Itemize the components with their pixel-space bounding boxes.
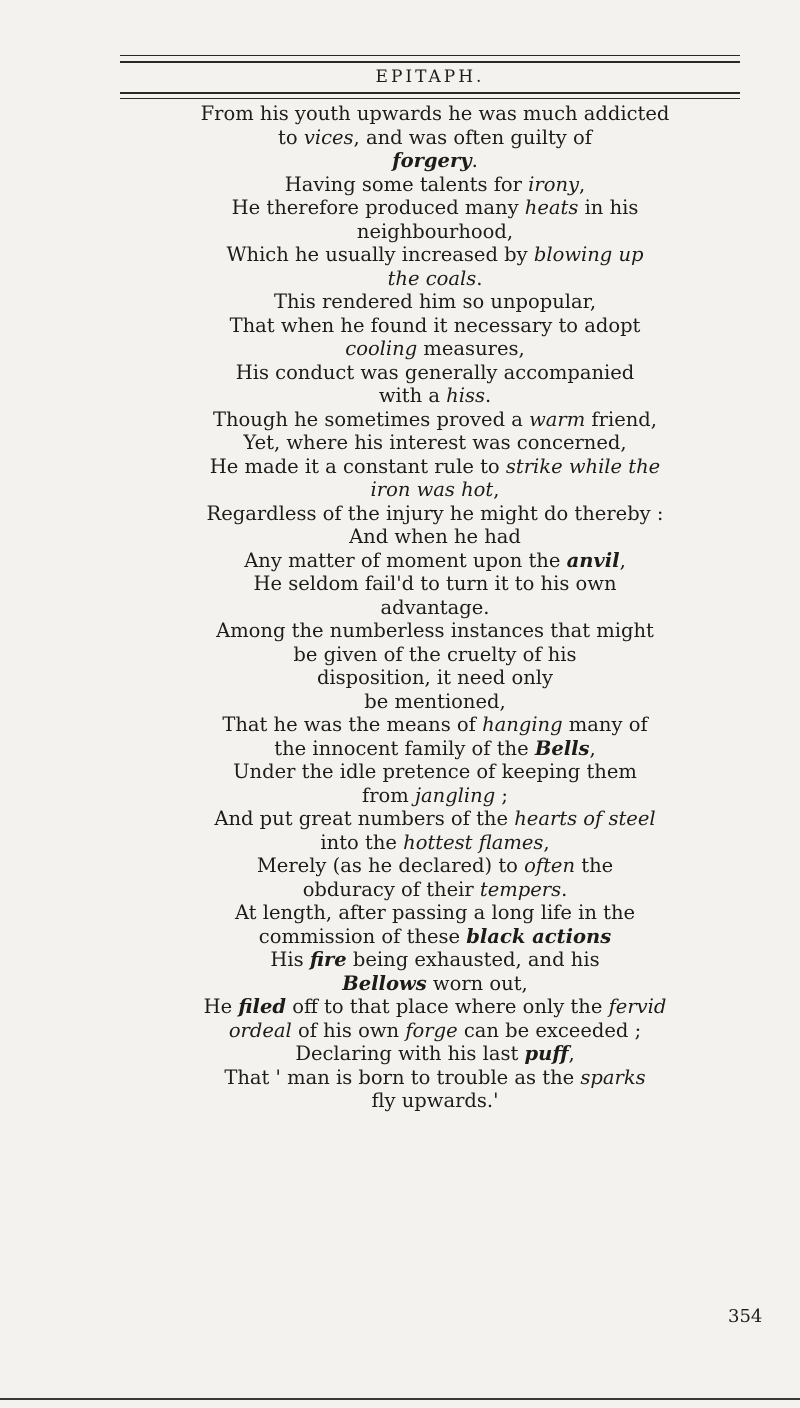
text-line (105, 431, 765, 455)
italic-term: ordeal (228, 1018, 292, 1042)
header-rule-thin (120, 98, 740, 99)
italic-term: fervid (608, 995, 667, 1018)
text-line (105, 901, 765, 925)
text-line (105, 925, 765, 949)
line-text: the innocent family of the (274, 736, 535, 760)
text-line (105, 972, 765, 996)
text-line (105, 1066, 765, 1090)
text-line (105, 384, 765, 408)
italic-term: forgery (392, 149, 472, 172)
line-text: Under the idle pretence of keeping them (233, 760, 637, 783)
line-text: His (270, 948, 310, 971)
line-text: Regardless of the injury he might do thereby : (206, 501, 664, 525)
line-text: be mentioned, (364, 689, 506, 713)
italic-term: blowing up (533, 243, 644, 266)
line-text: He (203, 995, 239, 1018)
line-text: friend, (585, 407, 657, 431)
line-text: Though he sometimes proved a (212, 407, 530, 431)
text-line (105, 290, 765, 314)
bottom-edge-rule (0, 1398, 800, 1400)
line-text: neighbourhood, (356, 219, 514, 243)
line-text: Having some talents for (284, 172, 529, 196)
italic-term: forge (405, 1018, 458, 1042)
italic-term: filed (238, 995, 286, 1018)
italic-term: hiss (446, 384, 485, 407)
line-text: , (619, 548, 626, 572)
italic-term: vices (303, 125, 354, 149)
line-text: , (568, 1042, 575, 1065)
line-text: Merely (as he declared) to (256, 854, 525, 877)
text-line (105, 831, 765, 855)
text-line (105, 666, 765, 690)
text-line (105, 220, 765, 244)
line-text: worn out, (426, 971, 528, 995)
italic-term: tempers (479, 877, 562, 901)
text-line (105, 549, 765, 573)
line-text: of his own (291, 1018, 406, 1042)
text-line (105, 243, 765, 267)
line-text: Among the numberless instances that might (216, 619, 654, 642)
line-text: to (278, 125, 304, 149)
line-text: . (471, 149, 478, 172)
text-line (105, 337, 765, 361)
running-head: EPITAPH. (375, 67, 485, 87)
text-line (105, 619, 765, 643)
line-text: That when he found it necessary to adopt (229, 313, 641, 337)
text-line (105, 854, 765, 878)
text-line (105, 1019, 765, 1043)
line-text: . (561, 877, 568, 901)
italic-term: black actions (466, 924, 612, 948)
italic-term: hottest flames (403, 830, 544, 854)
top-rule-double (120, 61, 740, 63)
text-line (105, 267, 765, 291)
text-line (105, 1042, 765, 1066)
line-text: That ' man is born to trouble as the (224, 1065, 581, 1089)
line-text: can be exceeded ; (457, 1018, 642, 1042)
line-text: , (543, 830, 550, 854)
line-text: , (579, 172, 586, 196)
italic-term: iron was hot (370, 478, 494, 501)
text-line (105, 196, 765, 220)
line-text: disposition, it need only (316, 666, 554, 689)
text-line (105, 878, 765, 902)
line-text: be given of the cruelty of his (293, 642, 577, 666)
text-line (105, 149, 765, 173)
text-line (105, 126, 765, 150)
italic-term: cooling (345, 337, 418, 360)
italic-term: Bellows (342, 971, 427, 995)
line-text: Which he usually increased by (226, 243, 534, 266)
top-rule (120, 55, 740, 56)
line-text: . (476, 266, 483, 290)
text-line (105, 314, 765, 338)
epitaph-body (105, 102, 765, 1113)
line-text: His conduct was generally accompanied (235, 360, 635, 384)
text-line (105, 713, 765, 737)
text-line (105, 361, 765, 385)
line-text: into the (320, 830, 404, 854)
line-text: At length, after passing a long life in the (234, 901, 636, 924)
line-text: ; (495, 783, 508, 807)
line-text: Any matter of moment upon the (244, 548, 567, 572)
line-text: the (575, 854, 614, 877)
italic-term: often (524, 854, 576, 877)
line-text: He made it a constant rule to (209, 454, 506, 478)
line-text: , (493, 478, 500, 501)
line-text: with a (378, 384, 447, 407)
line-text: That he was the means of (222, 713, 483, 736)
italic-term: Bells (534, 736, 590, 760)
text-line (105, 502, 765, 526)
text-line (105, 408, 765, 432)
italic-term: fire (309, 948, 347, 971)
text-line (105, 643, 765, 667)
text-line (105, 948, 765, 972)
text-line (105, 102, 765, 126)
line-text: And when he had (349, 525, 521, 548)
text-line (105, 737, 765, 761)
page-number: 354 (728, 1306, 763, 1327)
line-text: He therefore produced many (231, 196, 525, 219)
text-line (105, 455, 765, 479)
text-line (105, 760, 765, 784)
text-line (105, 572, 765, 596)
line-text: from (362, 783, 415, 807)
text-line (105, 995, 765, 1019)
italic-term: the coals (387, 266, 477, 290)
italic-term: sparks (580, 1065, 646, 1089)
line-text: off to that place where only the (286, 995, 609, 1018)
italic-term: hearts of steel (514, 807, 656, 830)
text-line (105, 596, 765, 620)
text-line (105, 690, 765, 714)
line-text: many of (562, 713, 648, 736)
header-rule (120, 92, 740, 94)
italic-term: heats (524, 196, 579, 219)
line-text: He seldom fail'd to turn it to his own (253, 572, 617, 595)
italic-term: warm (529, 407, 586, 431)
italic-term: puff (524, 1042, 569, 1065)
italic-term: irony (528, 172, 580, 196)
line-text: obduracy of their (302, 877, 480, 901)
line-text: fly upwards.' (371, 1089, 499, 1112)
line-text: advantage. (380, 595, 490, 619)
line-text: From his youth upwards he was much addicted (200, 102, 670, 125)
line-text: , and was often guilty of (353, 125, 592, 149)
line-text: This rendered him so unpopular, (273, 290, 597, 313)
line-text: Declaring with his last (295, 1042, 525, 1065)
text-line (105, 173, 765, 197)
italic-term: strike while the (505, 454, 661, 478)
line-text: in his (578, 196, 639, 219)
line-text: . (484, 384, 492, 407)
italic-term: anvil (566, 548, 620, 572)
line-text: , (589, 736, 596, 760)
text-line (105, 478, 765, 502)
text-line (105, 807, 765, 831)
line-text: commission of these (258, 924, 467, 948)
italic-term: hanging (482, 713, 563, 736)
line-text: measures, (417, 337, 525, 360)
line-text: being exhausted, and his (346, 948, 600, 971)
line-text: Yet, where his interest was concerned, (243, 431, 627, 454)
text-line (105, 784, 765, 808)
text-line (105, 1089, 765, 1113)
text-line (105, 525, 765, 549)
italic-term: jangling (414, 783, 496, 807)
line-text: And put great numbers of the (214, 807, 515, 830)
